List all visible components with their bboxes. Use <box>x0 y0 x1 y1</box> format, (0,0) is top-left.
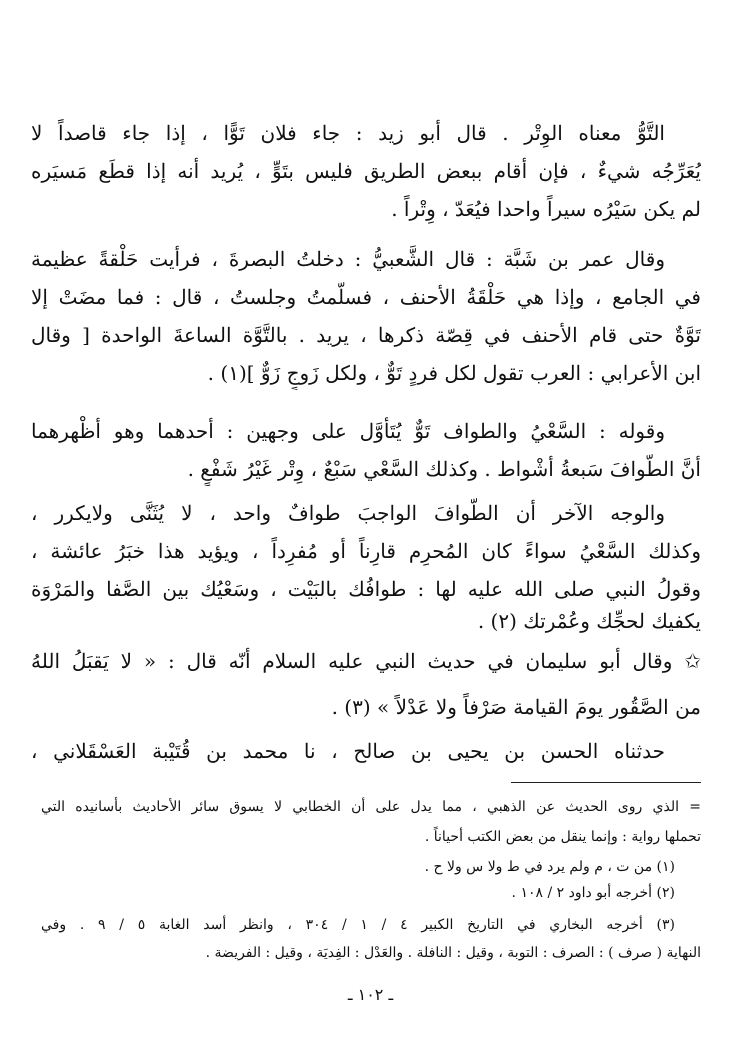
footnote-line: تحملها رواية : وإنما ينقل من بعض الكتب أحياناً . <box>424 829 701 845</box>
body-line: حدثناه الحسن بن يحيى بن صالح ، نا محمد بن قُتَيْبة العَسْقَلاني ، <box>31 739 665 763</box>
footnote-3-continuation: النهاية ( صرف ) : الصرف : التوبة ، وقيل : النافلة . والعَدْل : الفِديَة ، وقيل : الفريضة . <box>205 945 701 961</box>
body-line: التَّوُّ معناه الوِتْر . قال أبو زيد : جاء فلان تَوًّا ، إذا جاء قاصداً لا <box>31 121 665 145</box>
body-line: والوجه الآخر أن الطَّوافَ الواجبَ طوافٌ واحد ، لا يُثَنَّى ولايكرر ، <box>31 501 665 525</box>
body-line: في الجامع ، وإذا هي حَلْقَةُ الأحنف ، فسلَّمتُ وجلستُ ، قال : فما مضَتْ إلا <box>31 285 701 309</box>
body-line: وكذلك السَّعْيُ سواءً كان المُحرِم قارِناً أو مُفرِداً ، ويؤيد هذا خبَرُ عائشة ، <box>31 539 701 563</box>
footnote-2: (٢) أخرجه أبو داود ٢ / ١٠٨ . <box>511 885 675 901</box>
body-line: تَوَّةٌ حتى قام الأحنف في قِصّة ذكرها ، يريد . بالتَّوَّة الساعةَ الواحدة [ وقال <box>31 323 701 347</box>
body-line: لم يكن سَيْرُه سيراً واحدا فيُعَدّ ، وِتْراً . <box>391 197 701 221</box>
page-number: ـ ١٠٢ ـ <box>347 985 394 1004</box>
body-line: يكفيك لحجِّك وعُمْرتك (٢) . <box>477 609 701 633</box>
body-line: وقال عمر بن شَبَّة : قال الشَّعبيُّ : دخلتُ البصرةَ ، فرأيت حَلْقةً عظيمة <box>31 247 665 271</box>
body-line: يُعَرِّجُه شيءٌ ، فإن أقام ببعض الطريق فليس بتَوٍّ ، يُريد أنه إذا قطَع مَسيَره <box>31 159 701 183</box>
footnote-3: (٣) أخرجه البخاري في التاريخ الكبير ٤ / ١ / ٣٠٤ ، وانظر أسد الغابة ٥ / ٩ . وفي <box>41 917 675 933</box>
body-line: ✩ وقال أبو سليمان في حديث النبي عليه السلام أنّه قال : « لا يَقبَلُ اللهُ <box>31 649 701 673</box>
body-line: أنَّ الطَّوافَ سَبعةُ أشْواط . وكذلك السَّعْي سَبْعٌ ، وِتْر غَيْرُ شَفْعٍ . <box>187 457 701 481</box>
footnote-separator <box>511 782 701 783</box>
body-line: وقوله : السَّعْيُ والطواف تَوٌّ يُتَأوَّل على وجهين : أحدهما وهو أظْهرهما <box>31 419 665 443</box>
footnote-1: (١) من ت ، م ولم يرد في ط ولا س ولا ح . <box>424 859 675 875</box>
footnote-line: = الذي روى الحديث عن الذهبي ، مما يدل على أن الخطابي لا يسوق سائر الأحاديث بأسانيده التي <box>41 799 701 815</box>
body-line: من الصَّقُور يومَ القيامة صَرْفاً ولا عَدْلاً » (٣) . <box>331 695 701 719</box>
body-line: وقولُ النبي صلى الله عليه لها : طوافُك بالبَيْت ، وسَعْيُك بين الصَّفا والمَرْوَة <box>31 577 701 601</box>
body-line: ابن الأعرابي : العرب تقول لكل فردٍ تَوٌّ ، ولكل زَوجٍ زَوٌّ ](١) . <box>207 361 701 385</box>
